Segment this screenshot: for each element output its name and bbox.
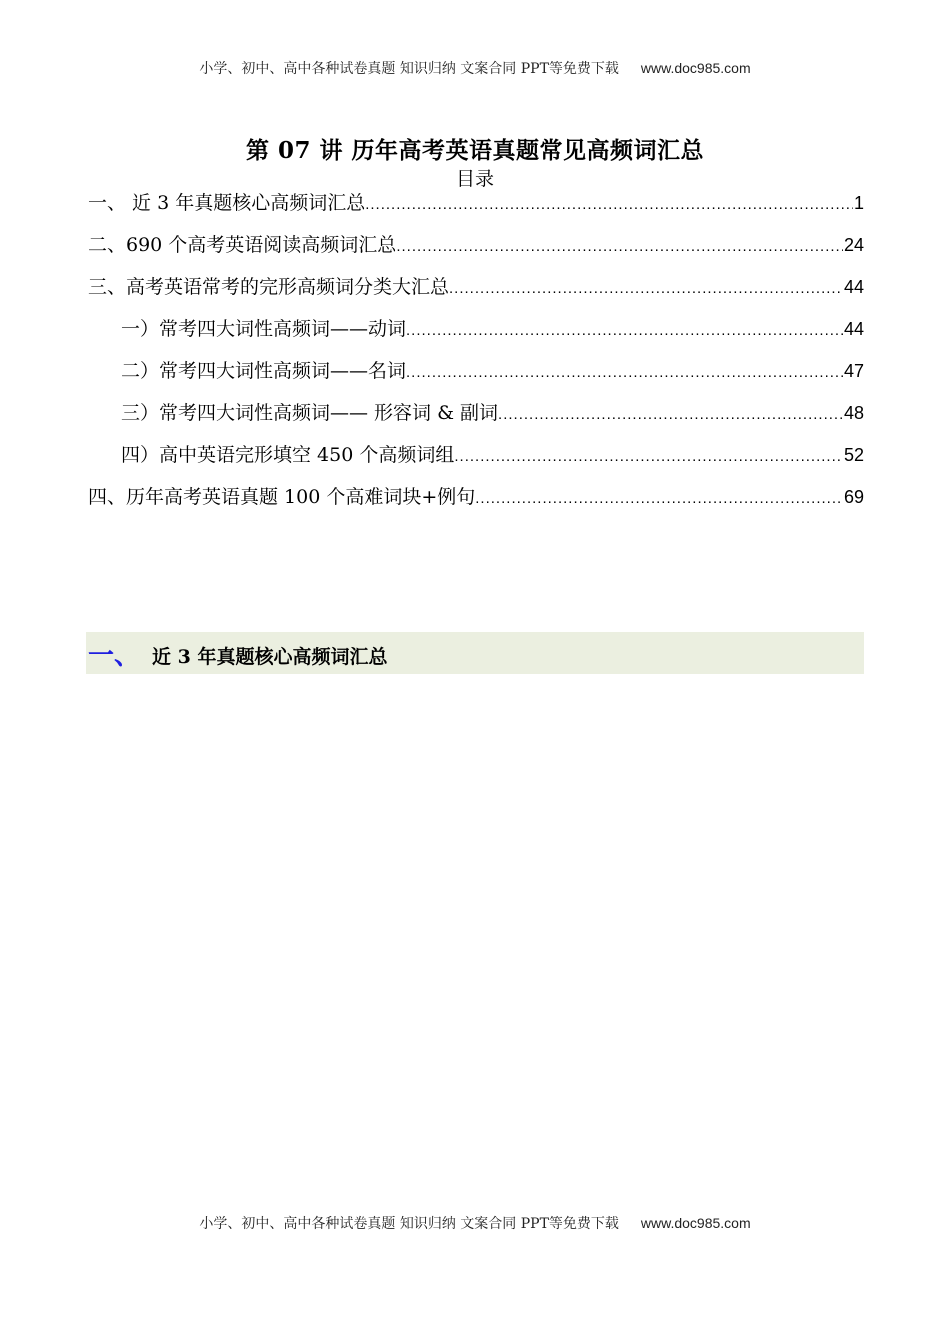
toc-entry-label: 三）常考四大词性高频词—— 形容词 & 副词 (121, 402, 499, 424)
toc-entry-label: 四、历年高考英语真题 100 个高难词块+例句 (88, 486, 476, 508)
table-of-contents (88, 188, 864, 524)
toc-leader-dots (406, 316, 843, 346)
section-number: 一、 (88, 640, 141, 671)
toc-entry-page: 44 (843, 319, 864, 339)
document-title: 第 07 讲 历年高考英语真题常见高频词汇总 (245, 137, 705, 164)
footer-site-link[interactable]: www.doc985.com (640, 1215, 751, 1231)
toc-subentry[interactable] (88, 440, 864, 482)
toc-subentry[interactable] (88, 314, 864, 356)
toc-entry-label: 一、 近 3 年真题核心高频词汇总 (88, 192, 366, 214)
section-title: 近 3 年真题核心高频词汇总 (152, 645, 388, 668)
toc-entry-label: 四）高中英语完形填空 450 个高频词组 (121, 444, 455, 466)
toc-entry[interactable] (88, 230, 864, 272)
toc-leader-dots (365, 190, 853, 220)
toc-entry-page: 69 (843, 487, 864, 507)
toc-entry-page: 48 (843, 403, 864, 423)
toc-leader-dots (475, 484, 843, 514)
header-text: 小学、初中、高中各种试卷真题 知识归纳 文案合同 PPT等免费下载 (199, 61, 619, 77)
header-site-link[interactable]: www.doc985.com (640, 60, 751, 76)
toc-entry[interactable] (88, 188, 864, 230)
toc-leader-dots (396, 232, 843, 262)
section-heading (86, 632, 864, 674)
toc-entry[interactable] (88, 272, 864, 314)
toc-leader-dots (454, 442, 843, 472)
toc-entry-page: 1 (853, 193, 864, 213)
toc-entry-label: 三、高考英语常考的完形高频词分类大汇总 (88, 276, 450, 298)
page-footer (0, 1213, 950, 1233)
footer-text: 小学、初中、高中各种试卷真题 知识归纳 文案合同 PPT等免费下载 (199, 1216, 619, 1232)
toc-entry-label: 一）常考四大词性高频词——动词 (121, 318, 407, 340)
toc-entry-label: 二、690 个高考英语阅读高频词汇总 (88, 234, 397, 256)
toc-entry-page: 44 (843, 277, 864, 297)
toc-entry-label: 二）常考四大词性高频词——名词 (121, 360, 407, 382)
toc-entry-page: 52 (843, 445, 864, 465)
toc-leader-dots (498, 400, 843, 430)
toc-leader-dots (449, 274, 843, 304)
toc-entry-page: 47 (843, 361, 864, 381)
toc-subentry[interactable] (88, 356, 864, 398)
toc-heading: 目录 (455, 168, 494, 190)
toc-subentry[interactable] (88, 398, 864, 440)
toc-leader-dots (406, 358, 843, 388)
toc-entry[interactable] (88, 482, 864, 524)
page-header (0, 58, 950, 78)
toc-entry-page: 24 (843, 235, 864, 255)
